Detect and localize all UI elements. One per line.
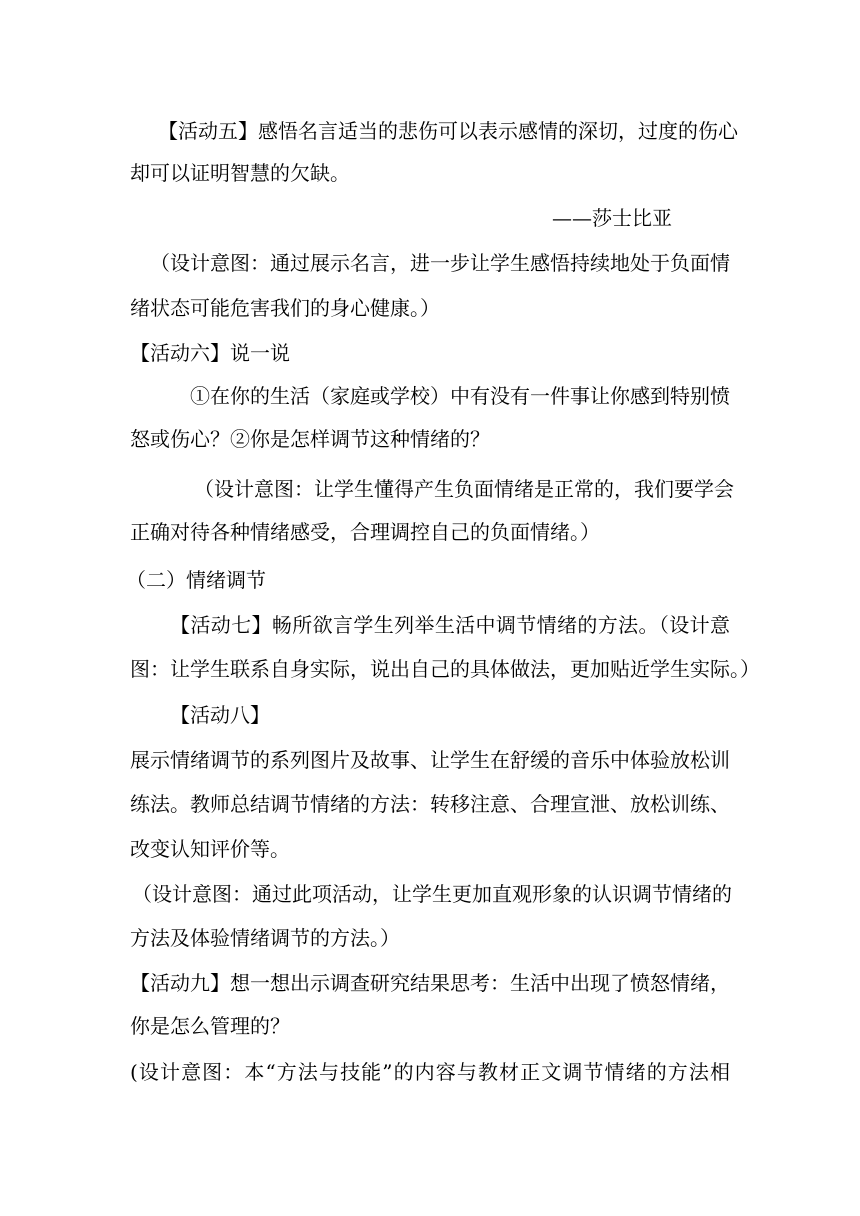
design-intent-eight-line-2: 方法及体验情绪调节的方法。）: [130, 926, 400, 950]
design-intent-six-line-2: 正确对待各种情绪感受，合理调控自己的负面情绪。）: [130, 520, 600, 544]
design-intent-six-line-1: （设计意图：让学生懂得产生负面情绪是正常的，我们要学会: [194, 477, 734, 501]
design-intent-five-line-2: 绪状态可能危害我们的身心健康。）: [130, 296, 440, 320]
activity-five-line-2: 却可以证明智慧的欠缺。: [130, 161, 350, 185]
activity-eight-line-2: 练法。教师总结调节情绪的方法：转移注意、合理宣泄、放松训练、: [130, 792, 730, 816]
activity-seven-line-2: 图：让学生联系自身实际，说出自己的具体做法，更加贴近学生实际。）: [130, 657, 760, 681]
activity-eight-line-3: 改变认知评价等。: [130, 837, 290, 861]
activity-six-heading: 【活动六】说一说: [130, 341, 290, 365]
activity-six-line-2: 怒或伤心？②你是怎样调节这种情绪的？: [130, 427, 490, 451]
activity-six-line-1: ①在你的生活（家庭或学校）中有没有一件事让你感到特别愤: [190, 384, 730, 408]
design-intent-eight-line-1: （设计意图：通过此项活动，让学生更加直观形象的认识调节情绪的: [132, 882, 732, 906]
activity-eight-line-1: 展示情绪调节的系列图片及故事、让学生在舒缓的音乐中体验放松训: [130, 748, 730, 772]
design-intent-five-line-1: （设计意图：通过展示名言，进一步让学生感悟持续地处于负面情: [150, 251, 730, 275]
section-emotion-regulation: （二）情绪调节: [126, 568, 266, 592]
activity-nine-line-1: 【活动九】想一想出示调查研究结果思考：生活中出现了愤怒情绪，: [130, 971, 730, 995]
activity-seven-line-1: 【活动七】畅所欲言学生列举生活中调节情绪的方法。（设计意: [170, 613, 730, 637]
activity-eight-heading: 【活动八】: [170, 703, 270, 727]
design-intent-nine-line-1: (设计意图：本“方法与技能”的内容与教材正文调节情绪的方法相: [130, 1060, 730, 1084]
activity-five-line-1: 【活动五】感悟名言适当的悲伤可以表示感情的深切，过度的伤心: [158, 119, 738, 143]
quote-attribution: ——莎士比亚: [552, 206, 672, 230]
activity-nine-line-2: 你是怎么管理的？: [130, 1014, 290, 1038]
